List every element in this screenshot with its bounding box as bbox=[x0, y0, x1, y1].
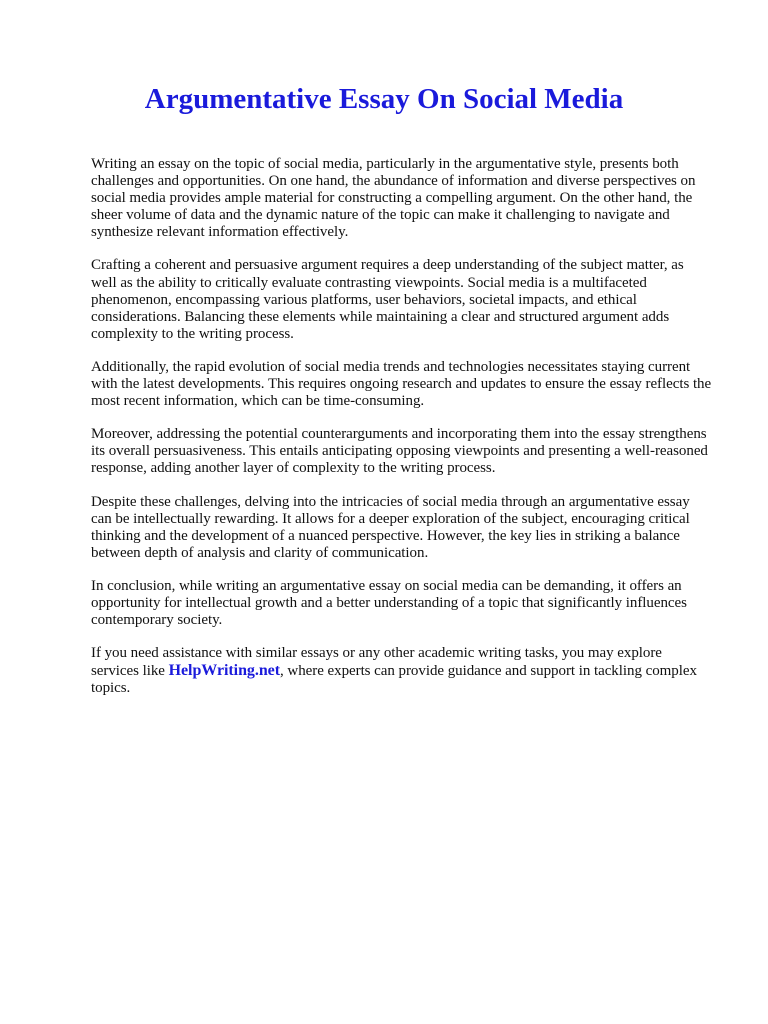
helpwriting-link[interactable]: HelpWriting.net bbox=[168, 662, 281, 680]
paragraph-7-after-link: , where experts can provide guidance and support in tackling complex topics. bbox=[91, 663, 697, 697]
paragraph-3: Additionally, the rapid evolution of social media trends and technologies necessitates staying current with the latest developments. This requires ongoing research and updates to ensure the essay reflects the most recent information, which can be time-consuming. bbox=[91, 358, 712, 410]
paragraph-5: Despite these challenges, delving into the intricacies of social media through an argumentative essay can be intellectually rewarding. It allows for a deeper exploration of the subject, encouraging critical thinking and the development of a nuanced perspective. However, the key lies in striking a balance between depth of analysis and clarity of communication. bbox=[91, 493, 690, 561]
paragraph-1: Writing an essay on the topic of social media, particularly in the argumentative style, presents both challenges and opportunities. On one hand, the abundance of information and diverse perspectives on social media provides ample material for constructing a compelling argument. On the other hand, the sheer volume of data and the dynamic nature of the topic can make it challenging to navigate and synthesize relevant information effectively. bbox=[91, 156, 696, 241]
paragraph-6: In conclusion, while writing an argumentative essay on social media can be demanding, it offers an opportunity for intellectual growth and a better understanding of a topic that significantly influences contemporary society. bbox=[91, 577, 687, 629]
paragraph-2: Crafting a coherent and persuasive argument requires a deep understanding of the subject matter, as well as the ability to critically evaluate contrasting viewpoints. Social media is a multifaceted phenomenon, encompassing various platforms, user behaviors, societal impacts, and ethical considerations. Balancing these elements while maintaining a clear and structured argument adds complexity to the writing process. bbox=[91, 257, 684, 342]
paragraph-4: Moreover, addressing the potential counterarguments and incorporating them into the essay strengthens its overall persuasiveness. This entails anticipating opposing viewpoints and presenting a well-reasoned response, adding another layer of complexity to the writing process. bbox=[91, 426, 708, 477]
paragraph-7 bbox=[91, 645, 712, 697]
page-title: Argumentative Essay On Social Media bbox=[144, 83, 624, 115]
paragraph-7-before-link: If you need assistance with similar essays or any other academic writing tasks, you may explore services like bbox=[91, 645, 662, 680]
